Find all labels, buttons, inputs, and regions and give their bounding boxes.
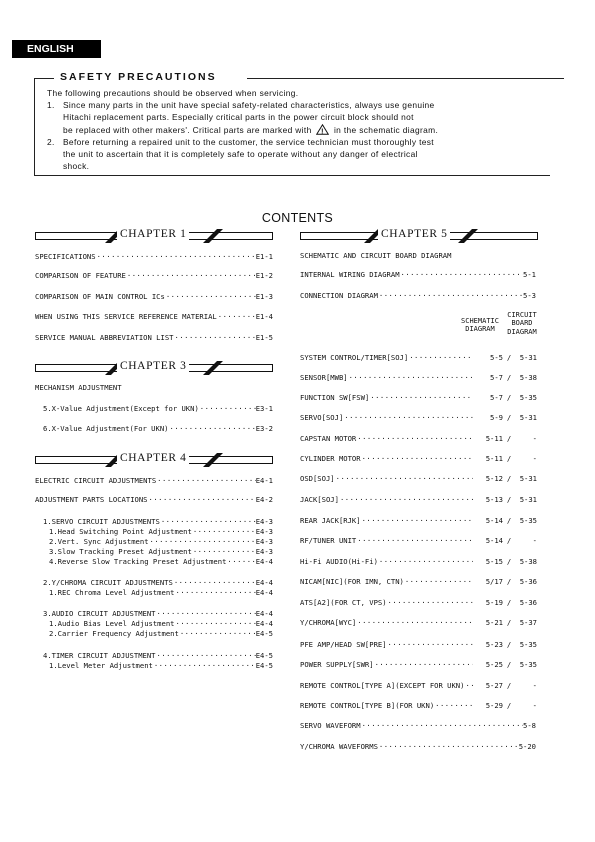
schematic-page: 5-13 — [485, 495, 503, 504]
toc-leader — [199, 404, 256, 414]
row-separator: / — [506, 373, 512, 382]
toc-entry-title: 1.Head Switching Point Adjustment — [49, 527, 192, 536]
toc-entry-title: CONNECTION DIAGRAM — [300, 291, 378, 300]
toc-subentry[interactable] — [49, 537, 273, 547]
toc-entry-page: E3-2 — [255, 424, 273, 433]
row-separator: / — [506, 701, 512, 710]
toc-leader — [96, 252, 256, 262]
schematic-row-title: OSD[SOJ] — [300, 474, 335, 483]
schematic-page: 5-7 — [490, 373, 503, 382]
toc-leader — [404, 577, 473, 587]
toc-leader — [169, 424, 256, 434]
section-heading — [35, 383, 122, 393]
row-separator: / — [506, 557, 512, 566]
toc-leader — [361, 516, 473, 526]
schematic-page: 5-14 — [485, 536, 503, 545]
safety-line — [63, 124, 438, 136]
row-separator: / — [506, 640, 512, 649]
chapter-3-label: CHAPTER 3 — [117, 360, 189, 372]
schematic-row[interactable] — [300, 474, 537, 484]
row-separator: / — [506, 393, 512, 402]
schematic-row-title: PFE AMP/HEAD SW[PRE] — [300, 640, 387, 649]
chapter-5-banner — [300, 229, 538, 243]
schematic-row[interactable] — [300, 393, 537, 403]
circuit-board-page: 5-35 — [519, 660, 537, 669]
toc-entry-page: 5-3 — [523, 291, 536, 300]
toc-entry-title: SPECIFICATIONS — [35, 252, 96, 261]
schematic-row-title: REMOTE CONTROL[TYPE B](FOR UKN) — [300, 701, 435, 710]
circuit-board-page: 5-36 — [519, 598, 537, 607]
schematic-page: 5/17 — [485, 577, 503, 586]
toc-entry-page: E4-2 — [255, 495, 273, 504]
toc-entry-page: E4-3 — [255, 547, 273, 556]
toc-entry-page: E4-4 — [255, 578, 273, 587]
contents-title: CONTENTS — [261, 211, 334, 225]
toc-entry-page: E1-4 — [255, 312, 273, 321]
toc-entry[interactable] — [300, 742, 536, 752]
chapter-4-label: CHAPTER 4 — [117, 452, 189, 464]
toc-entry[interactable] — [35, 495, 273, 505]
schematic-row[interactable] — [300, 413, 537, 423]
toc-leader — [434, 701, 473, 711]
schematic-page: 5-11 — [485, 434, 503, 443]
row-separator: / — [506, 660, 512, 669]
toc-leader — [156, 609, 256, 619]
section-heading-text: SCHEMATIC AND CIRCUIT BOARD DIAGRAM — [300, 251, 452, 260]
toc-entry-title: 6.X-Value Adjustment(For UKN) — [43, 424, 169, 433]
toc-leader — [160, 517, 256, 527]
toc-entry-title: INTERNAL WIRING DIAGRAM — [300, 270, 400, 279]
schematic-page: 5-15 — [485, 557, 503, 566]
toc-entry-page: E4-3 — [255, 537, 273, 546]
column-header-circuit-board: CIRCUIT BOARD DIAGRAM — [507, 311, 537, 336]
schematic-row[interactable] — [300, 660, 537, 670]
toc-leader — [192, 547, 256, 557]
safety-line: Since many parts in the unit have special safety-related characteristics, always use genuine — [63, 100, 435, 111]
safety-intro: The following precautions should be observed when servicing. — [47, 88, 299, 98]
toc-leader — [348, 373, 473, 383]
toc-entry[interactable] — [35, 271, 273, 281]
toc-entry-title: SERVICE MANUAL ABBREVIATION LIST — [35, 333, 174, 342]
chapter-4-banner — [35, 453, 273, 467]
toc-entry[interactable] — [300, 270, 536, 280]
toc-subentry[interactable] — [49, 661, 273, 671]
row-separator: / — [506, 495, 512, 504]
safety-line: shock. — [63, 161, 90, 172]
toc-leader — [192, 527, 256, 537]
toc-leader — [378, 742, 519, 752]
toc-entry-title: COMPARISON OF FEATURE — [35, 271, 126, 280]
toc-entry-page: E4-5 — [255, 651, 273, 660]
toc-entry-title: 3.AUDIO CIRCUIT ADJUSTMENT — [43, 609, 156, 618]
toc-entry-page: E4-1 — [255, 476, 273, 485]
schematic-row-title: Y/CHROMA[WYC] — [300, 618, 357, 627]
toc-entry-page: E4-3 — [255, 517, 273, 526]
toc-entry-page: 5-1 — [523, 270, 536, 279]
toc-leader — [153, 661, 256, 671]
column-header-schematic: SCHEMATIC DIAGRAM — [461, 317, 499, 334]
toc-leader — [173, 333, 255, 343]
toc-entry-page: E4-5 — [255, 629, 273, 638]
toc-subentry[interactable] — [49, 527, 273, 537]
row-separator: / — [506, 536, 512, 545]
schematic-row-title: REMOTE CONTROL[TYPE A](EXCEPT FOR UKN) — [300, 681, 465, 690]
toc-entry[interactable] — [43, 424, 273, 434]
circuit-board-page: 5-35 — [519, 516, 537, 525]
schematic-row[interactable] — [300, 681, 537, 691]
toc-entry-title: COMPARISON OF MAIN CONTROL ICs — [35, 292, 165, 301]
schematic-row-title: CAPSTAN MOTOR — [300, 434, 357, 443]
toc-leader — [217, 312, 256, 322]
section-heading — [300, 251, 451, 261]
schematic-row[interactable] — [300, 536, 537, 546]
schematic-row-title: POWER SUPPLY[SWR] — [300, 660, 374, 669]
schematic-page: 5-14 — [485, 516, 503, 525]
schematic-page: 5-11 — [485, 454, 503, 463]
schematic-row-title: NICAM[NIC](FOR IMN, CTN) — [300, 577, 404, 586]
toc-subentry[interactable] — [49, 547, 273, 557]
schematic-row-title: ATS[A2](FOR CT, VPS) — [300, 598, 387, 607]
schematic-page: 5-19 — [485, 598, 503, 607]
toc-entry-page: E1-1 — [255, 252, 273, 261]
schematic-page: 5-27 — [485, 681, 503, 690]
row-separator: / — [506, 353, 512, 362]
toc-leader — [173, 578, 256, 588]
toc-entry[interactable] — [35, 333, 273, 343]
schematic-row-title: SYSTEM CONTROL/TIMER[SOJ] — [300, 353, 409, 362]
toc-leader — [179, 629, 256, 639]
warning-triangle-icon — [316, 124, 329, 135]
schematic-row[interactable] — [300, 495, 537, 505]
circuit-board-page: - — [532, 434, 537, 443]
schematic-row-title: FUNCTION SW[FSW] — [300, 393, 370, 402]
item-number: 2. — [47, 136, 55, 147]
safety-line-part: be replaced with other makers'. Critical parts are marked with — [63, 124, 312, 135]
circuit-board-page: 5-36 — [519, 577, 537, 586]
toc-leader — [339, 495, 473, 505]
toc-leader — [175, 588, 256, 598]
toc-entry-page: 5-20 — [518, 742, 536, 751]
row-separator: / — [506, 681, 512, 690]
row-separator: / — [506, 577, 512, 586]
toc-entry[interactable] — [43, 517, 273, 527]
schematic-row[interactable] — [300, 454, 537, 464]
row-separator: / — [506, 434, 512, 443]
toc-entry-page: E4-4 — [255, 619, 273, 628]
toc-entry-title: 1.Audio Bias Level Adjustment — [49, 619, 175, 628]
schematic-page: 5-12 — [485, 474, 503, 483]
toc-leader — [400, 270, 523, 280]
toc-leader — [126, 271, 256, 281]
circuit-board-page: 5-35 — [519, 393, 537, 402]
toc-entry-page: E1-2 — [255, 271, 273, 280]
toc-leader — [148, 495, 256, 505]
schematic-row[interactable] — [300, 640, 537, 650]
toc-leader — [374, 660, 473, 670]
toc-leader — [408, 353, 473, 363]
toc-entry-title: 2.Y/CHROMA CIRCUIT ADJUSTMENTS — [43, 578, 173, 587]
schematic-page: 5-9 — [490, 413, 503, 422]
schematic-row[interactable] — [300, 701, 537, 711]
toc-entry-title: WHEN USING THIS SERVICE REFERENCE MATERIAL — [35, 312, 217, 321]
item-number: 1. — [47, 100, 55, 111]
toc-leader — [361, 721, 523, 731]
schematic-row[interactable] — [300, 516, 537, 526]
language-tab: ENGLISH — [12, 40, 101, 58]
toc-leader — [156, 476, 256, 486]
box-rule — [35, 78, 54, 79]
toc-entry[interactable] — [43, 578, 273, 588]
schematic-row[interactable] — [300, 618, 537, 628]
toc-leader — [361, 454, 473, 464]
toc-entry-title: 3.Slow Tracking Preset Adjustment — [49, 547, 192, 556]
toc-leader — [356, 434, 473, 444]
circuit-board-page: - — [532, 536, 537, 545]
schematic-row-title: CYLINDER MOTOR — [300, 454, 361, 463]
row-separator: / — [506, 454, 512, 463]
toc-entry-title: 1.SERVO CIRCUIT ADJUSTMENTS — [43, 517, 160, 526]
toc-entry-title: 2.Carrier Frequency Adjustment — [49, 629, 179, 638]
safety-item-1 — [47, 99, 552, 136]
row-separator: / — [506, 618, 512, 627]
box-rule — [247, 78, 564, 79]
row-separator: / — [506, 413, 512, 422]
circuit-board-page: 5-31 — [519, 474, 537, 483]
safety-line: Before returning a repaired unit to the customer, the service technician must thoroughly test — [63, 136, 434, 147]
toc-entry[interactable] — [35, 476, 273, 486]
toc-subentry[interactable] — [49, 557, 273, 567]
circuit-board-page: 5-37 — [519, 618, 537, 627]
schematic-row[interactable] — [300, 373, 537, 383]
safety-line: the unit to ascertain that it is completely safe to operate without any danger of electrical — [63, 149, 418, 160]
toc-entry-page: E3-1 — [255, 404, 273, 413]
schematic-page: 5-29 — [485, 701, 503, 710]
safety-line-part: in the schematic diagram. — [333, 124, 439, 135]
toc-entry-title: 1.REC Chroma Level Adjustment — [49, 588, 175, 597]
schematic-page: 5-5 — [490, 353, 503, 362]
safety-title: SAFETY PRECAUTIONS — [60, 71, 217, 83]
toc-leader — [156, 651, 256, 661]
schematic-row[interactable] — [300, 557, 537, 567]
schematic-row-title: SENSOR[MWB] — [300, 373, 348, 382]
toc-subentry[interactable] — [49, 619, 273, 629]
toc-leader — [387, 640, 473, 650]
toc-entry-title: 5.X-Value Adjustment(Except for UKN) — [43, 404, 199, 413]
toc-leader — [356, 536, 473, 546]
chapter-3-banner — [35, 361, 273, 375]
schematic-page: 5-21 — [485, 618, 503, 627]
toc-leader — [378, 291, 523, 301]
schematic-page: 5-25 — [485, 660, 503, 669]
schematic-row-title: SERVO[SOJ] — [300, 413, 344, 422]
safety-text — [47, 87, 552, 172]
toc-leader — [464, 681, 473, 691]
toc-leader — [335, 474, 473, 484]
circuit-board-page: 5-31 — [519, 495, 537, 504]
schematic-row[interactable] — [300, 598, 537, 608]
toc-entry-page: E1-5 — [255, 333, 273, 342]
svg-text:!: ! — [321, 128, 325, 135]
row-separator: / — [506, 516, 512, 525]
schematic-page: 5-7 — [490, 393, 503, 402]
toc-entry-page: E4-5 — [255, 661, 273, 670]
toc-leader — [378, 557, 473, 567]
toc-entry-title: ADJUSTMENT PARTS LOCATIONS — [35, 495, 148, 504]
toc-entry-title: 4.TIMER CIRCUIT ADJUSTMENT — [43, 651, 156, 660]
toc-entry[interactable] — [43, 651, 273, 661]
safety-line: Hitachi replacement parts. Especially critical parts in the power circuit block should not — [63, 112, 414, 123]
circuit-board-page: - — [532, 701, 537, 710]
toc-leader — [343, 413, 473, 423]
toc-entry[interactable] — [35, 252, 273, 262]
schematic-row-title: RF/TUNER UNIT — [300, 536, 357, 545]
toc-leader — [356, 618, 473, 628]
schematic-row-title: JACK[SOJ] — [300, 495, 339, 504]
safety-item-2 — [47, 136, 552, 173]
toc-entry-title: Y/CHROMA WAVEFORMS — [300, 742, 378, 751]
circuit-board-page: - — [532, 681, 537, 690]
toc-entry-page: E4-3 — [255, 527, 273, 536]
toc-entry[interactable] — [43, 609, 273, 619]
schematic-row-title: REAR JACK[RJK] — [300, 516, 361, 525]
circuit-board-page: - — [532, 454, 537, 463]
toc-leader — [369, 393, 473, 403]
section-heading-text: MECHANISM ADJUSTMENT — [35, 383, 122, 392]
toc-entry-page: E4-4 — [255, 557, 273, 566]
circuit-board-page: 5-38 — [519, 373, 537, 382]
chapter-1-label: CHAPTER 1 — [117, 228, 189, 240]
circuit-board-page: 5-31 — [519, 413, 537, 422]
toc-entry[interactable] — [300, 291, 536, 301]
toc-entry[interactable] — [35, 312, 273, 322]
toc-subentry[interactable] — [49, 629, 273, 639]
toc-leader — [165, 292, 256, 302]
chapter-1-banner — [35, 229, 273, 243]
toc-entry-page: E1-3 — [255, 292, 273, 301]
toc-entry[interactable] — [43, 404, 273, 414]
schematic-row-title: Hi-Fi AUDIO(Hi-Fi) — [300, 557, 378, 566]
row-separator: / — [506, 474, 512, 483]
chapter-5-label: CHAPTER 5 — [378, 228, 450, 240]
circuit-board-page: 5-35 — [519, 640, 537, 649]
toc-leader — [175, 619, 256, 629]
schematic-page: 5-23 — [485, 640, 503, 649]
toc-leader — [387, 598, 473, 608]
toc-entry-title: 4.Reverse Slow Tracking Preset Adjustment — [49, 557, 227, 566]
toc-entry-page: E4-4 — [255, 588, 273, 597]
toc-subentry[interactable] — [49, 588, 273, 598]
row-separator: / — [506, 598, 512, 607]
toc-entry[interactable] — [35, 292, 273, 302]
toc-leader — [149, 537, 256, 547]
schematic-row[interactable] — [300, 353, 537, 363]
toc-entry-title: 2.Vert. Sync Adjustment — [49, 537, 149, 546]
toc-entry-title: 1.Level Meter Adjustment — [49, 661, 153, 670]
toc-entry[interactable] — [300, 721, 536, 731]
toc-entry-title: SERVO WAVEFORM — [300, 721, 361, 730]
schematic-row[interactable] — [300, 434, 537, 444]
safety-precautions-box — [34, 71, 550, 176]
circuit-board-page: 5-38 — [519, 557, 537, 566]
toc-entry-page: E4-4 — [255, 609, 273, 618]
schematic-row[interactable] — [300, 577, 537, 587]
toc-entry-page: 5-8 — [523, 721, 536, 730]
circuit-board-page: 5-31 — [519, 353, 537, 362]
toc-leader — [226, 557, 255, 567]
toc-entry-title: ELECTRIC CIRCUIT ADJUSTMENTS — [35, 476, 157, 485]
